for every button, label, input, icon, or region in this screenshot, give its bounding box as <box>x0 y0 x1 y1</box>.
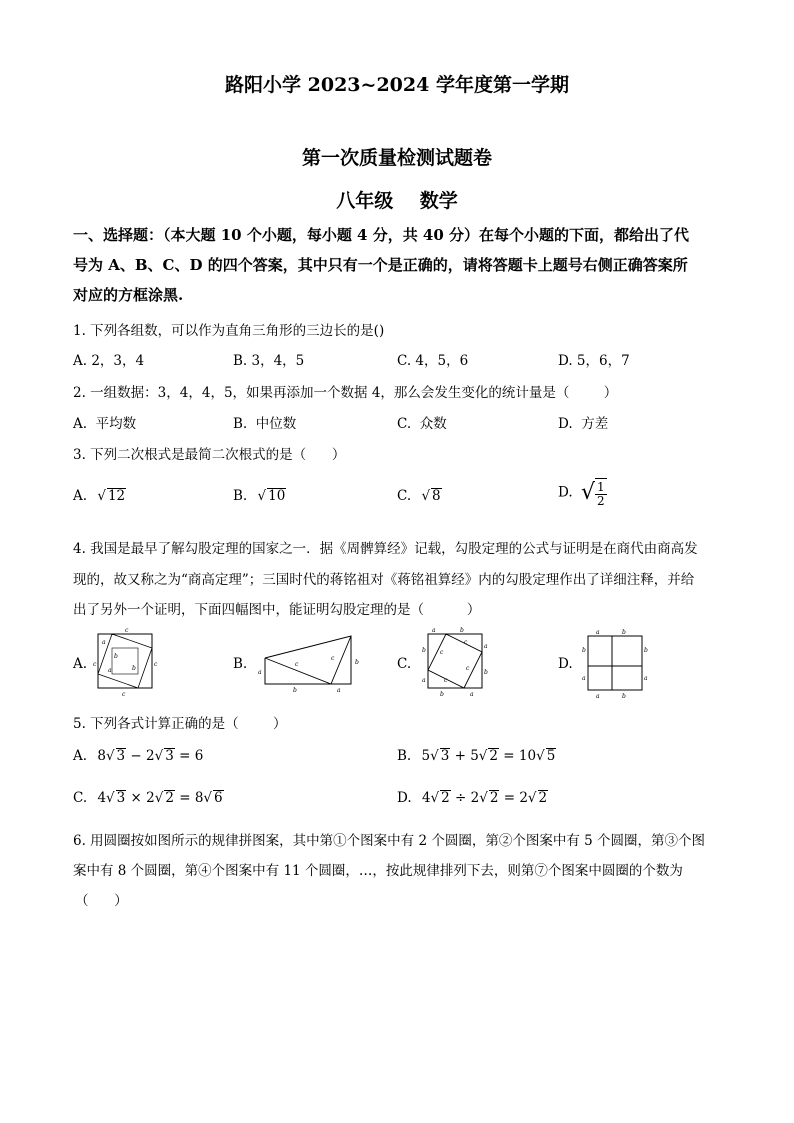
section-instructions-line-3: 对应的方框涂黑. <box>73 286 184 304</box>
svg-text:b: b <box>422 647 426 654</box>
question-6-line-1: 6. 用圆圈按如图所示的规律拼图案，其中第①个图案中有 2 个圆圈，第②个图案中有 5 个圆圈，第③个图 <box>73 833 706 849</box>
svg-text:b: b <box>355 659 359 666</box>
svg-text:b: b <box>460 627 464 634</box>
q3-option-b: B. √ 10 <box>233 488 286 504</box>
svg-text:b: b <box>293 687 297 694</box>
q4-figure-a <box>88 628 160 698</box>
svg-text:b: b <box>582 647 586 654</box>
q2-option-c: C. 众数 <box>397 416 447 432</box>
question-4-line-3: 出了另外一个证明，下面四幅图中，能证明勾股定理的是（ ） <box>73 602 481 618</box>
q4-figure-c <box>418 626 490 696</box>
q3-option-d: D. √ $\frac{1}{2}$ <box>558 480 605 508</box>
q3-option-c: C. √ 8 <box>397 488 441 504</box>
svg-text:a: a <box>596 629 600 636</box>
q3-option-a: A. √ 12 <box>73 488 126 504</box>
q5-a-result: = 6 <box>174 748 204 764</box>
svg-text:a: a <box>108 667 112 674</box>
svg-text:c: c <box>93 661 97 668</box>
q5-b-result: = 10 <box>499 748 537 764</box>
q5-b-radicand-2: 2 <box>489 748 498 764</box>
q3-option-c-label: C. <box>397 488 412 504</box>
q5-c-radicand-2: 2 <box>165 790 174 806</box>
q4-option-c-label: C. <box>397 656 412 672</box>
question-5-stem: 5. 下列各式计算正确的是（ ） <box>73 716 287 732</box>
q5-option-a-label: A. <box>73 748 88 764</box>
q5-c-radicand-3: 6 <box>214 790 223 806</box>
q1-option-a: A. 2，3，4 <box>73 353 145 369</box>
q5-a-radicand-2: 3 <box>165 748 174 764</box>
q5-c-coef-1: 4 <box>97 790 107 806</box>
svg-text:c: c <box>466 665 470 672</box>
q4-figure-d <box>580 626 652 700</box>
q5-d-radicand-3: 2 <box>538 790 548 806</box>
question-6-line-2: 案中有 8 个圆圈，第④个图案中有 11 个圆圈，…，按此规律排列下去，则第⑦个图案中圆圈的个数为 <box>73 863 683 879</box>
q5-a-radicand-1: 3 <box>116 748 126 764</box>
svg-text:b: b <box>622 629 626 636</box>
svg-text:a: a <box>582 675 586 682</box>
q2-option-d: D. 方差 <box>558 416 609 432</box>
q5-option-a: A. 8√ 3 − 2√ 3 = 6 <box>73 748 204 764</box>
svg-text:c: c <box>154 661 158 668</box>
svg-text:b: b <box>132 665 136 672</box>
q5-option-b: B. 5√ 3 + 5√ 2 = 10√ 5 <box>397 748 556 764</box>
q4-option-d-label: D. <box>558 656 573 672</box>
question-4-line-1: 4. 我国是最早了解勾股定理的国家之一．据《周髀算经》记载，勾股定理的公式与证明是在商代由商高发 <box>73 541 698 557</box>
question-1-stem: 1. 下列各组数，可以作为直角三角形的三边长的是() <box>73 323 385 339</box>
q3-option-a-label: A. <box>73 488 88 504</box>
question-4-line-2: 现的，故又称之为“商高定理”；三国时代的蒋铭祖对《蒋铭祖算经》内的勾股定理作出了详细注释，并给 <box>73 572 695 588</box>
svg-text:c: c <box>125 627 129 634</box>
q1-option-c: C. 4，5，6 <box>397 353 469 369</box>
grade-subject: 八年级 数学 <box>336 190 458 212</box>
q5-c-operator: × 2 <box>126 790 155 806</box>
svg-text:a: a <box>484 643 488 650</box>
svg-text:c: c <box>331 655 335 662</box>
q3-option-d-label: D. <box>558 484 573 501</box>
exam-title: 第一次质量检测试题卷 <box>301 147 492 169</box>
svg-text:a: a <box>644 675 648 682</box>
svg-text:c: c <box>122 691 126 698</box>
svg-text:a: a <box>470 691 474 698</box>
svg-text:b: b <box>484 669 488 676</box>
q5-c-result: = 8 <box>174 790 204 806</box>
svg-text:b: b <box>440 691 444 698</box>
q4-option-b-label: B. <box>233 656 248 672</box>
svg-text:a: a <box>102 639 106 646</box>
q5-c-radicand-1: 3 <box>116 790 126 806</box>
q1-option-d: D. 5，6，7 <box>558 353 630 369</box>
svg-text:a: a <box>337 687 341 694</box>
q1-option-b: B. 3，4，5 <box>233 353 305 369</box>
svg-text:a: a <box>422 677 426 684</box>
q4-figure-b <box>255 630 365 694</box>
q5-b-radicand-3: 5 <box>546 748 556 764</box>
q5-a-coef-1: 8 <box>97 748 106 764</box>
q5-d-radicand-1: 2 <box>441 790 450 806</box>
q5-d-operator: ÷ 2 <box>450 790 480 806</box>
svg-text:b: b <box>114 653 118 660</box>
svg-text:b: b <box>622 693 626 700</box>
q3-option-b-radicand: 10 <box>268 488 286 504</box>
q5-a-operator: − 2 <box>126 748 155 764</box>
q5-b-radicand-1: 3 <box>440 748 450 764</box>
q3-option-b-label: B. <box>233 488 248 504</box>
q5-option-d-label: D. <box>397 790 412 806</box>
q5-d-coef-1: 4 <box>421 790 431 806</box>
svg-text:c: c <box>464 639 468 646</box>
q2-option-b: B. 中位数 <box>233 416 297 432</box>
q5-option-c: C. 4√ 3 × 2√ 2 = 8√ 6 <box>73 790 223 806</box>
q3-option-d-numerator: 1 <box>596 480 605 494</box>
svg-text:c: c <box>444 677 448 684</box>
q5-d-result: = 2 <box>499 790 528 806</box>
section-instructions-line-1: 一、选择题：（本大题 10 个小题，每小题 4 分，共 40 分）在每个小题的下面，都给出了代 <box>73 226 690 244</box>
school-title: 路阳小学 2023~2024 学年度第一学期 <box>225 74 569 96</box>
q5-option-d: D. 4√ 2 ÷ 2√ 2 = 2√ 2 <box>397 790 548 806</box>
question-2-stem: 2. 一组数据：3，4，4，5，如果再添加一个数据 4，那么会发生变化的统计量是（ ） <box>73 385 618 401</box>
section-instructions-line-2: 号为 A、B、C、D 的四个答案，其中只有一个是正确的，请将答题卡上题号右侧正确答案所 <box>73 256 688 274</box>
svg-text:c: c <box>295 661 299 668</box>
q5-option-b-label: B. <box>397 748 412 764</box>
q5-b-coef-1: 5 <box>421 748 431 764</box>
q2-option-a: A. 平均数 <box>73 416 137 432</box>
svg-text:b: b <box>644 647 648 654</box>
svg-text:c: c <box>440 649 444 656</box>
q3-option-d-denominator: 2 <box>596 493 605 508</box>
q5-d-radicand-2: 2 <box>489 790 499 806</box>
svg-text:a: a <box>432 627 436 634</box>
question-3-stem: 3. 下列二次根式是最简二次根式的是（ ） <box>73 447 346 463</box>
question-6-line-3: （ ） <box>75 893 128 909</box>
svg-text:a: a <box>596 693 600 700</box>
q3-option-c-radicand: 8 <box>432 488 441 504</box>
q4-option-a-label: A. <box>73 656 88 672</box>
q5-b-operator: + 5 <box>450 748 479 764</box>
q5-option-c-label: C. <box>73 790 88 806</box>
q3-option-a-radicand: 12 <box>107 488 126 504</box>
svg-text:a: a <box>258 669 262 676</box>
